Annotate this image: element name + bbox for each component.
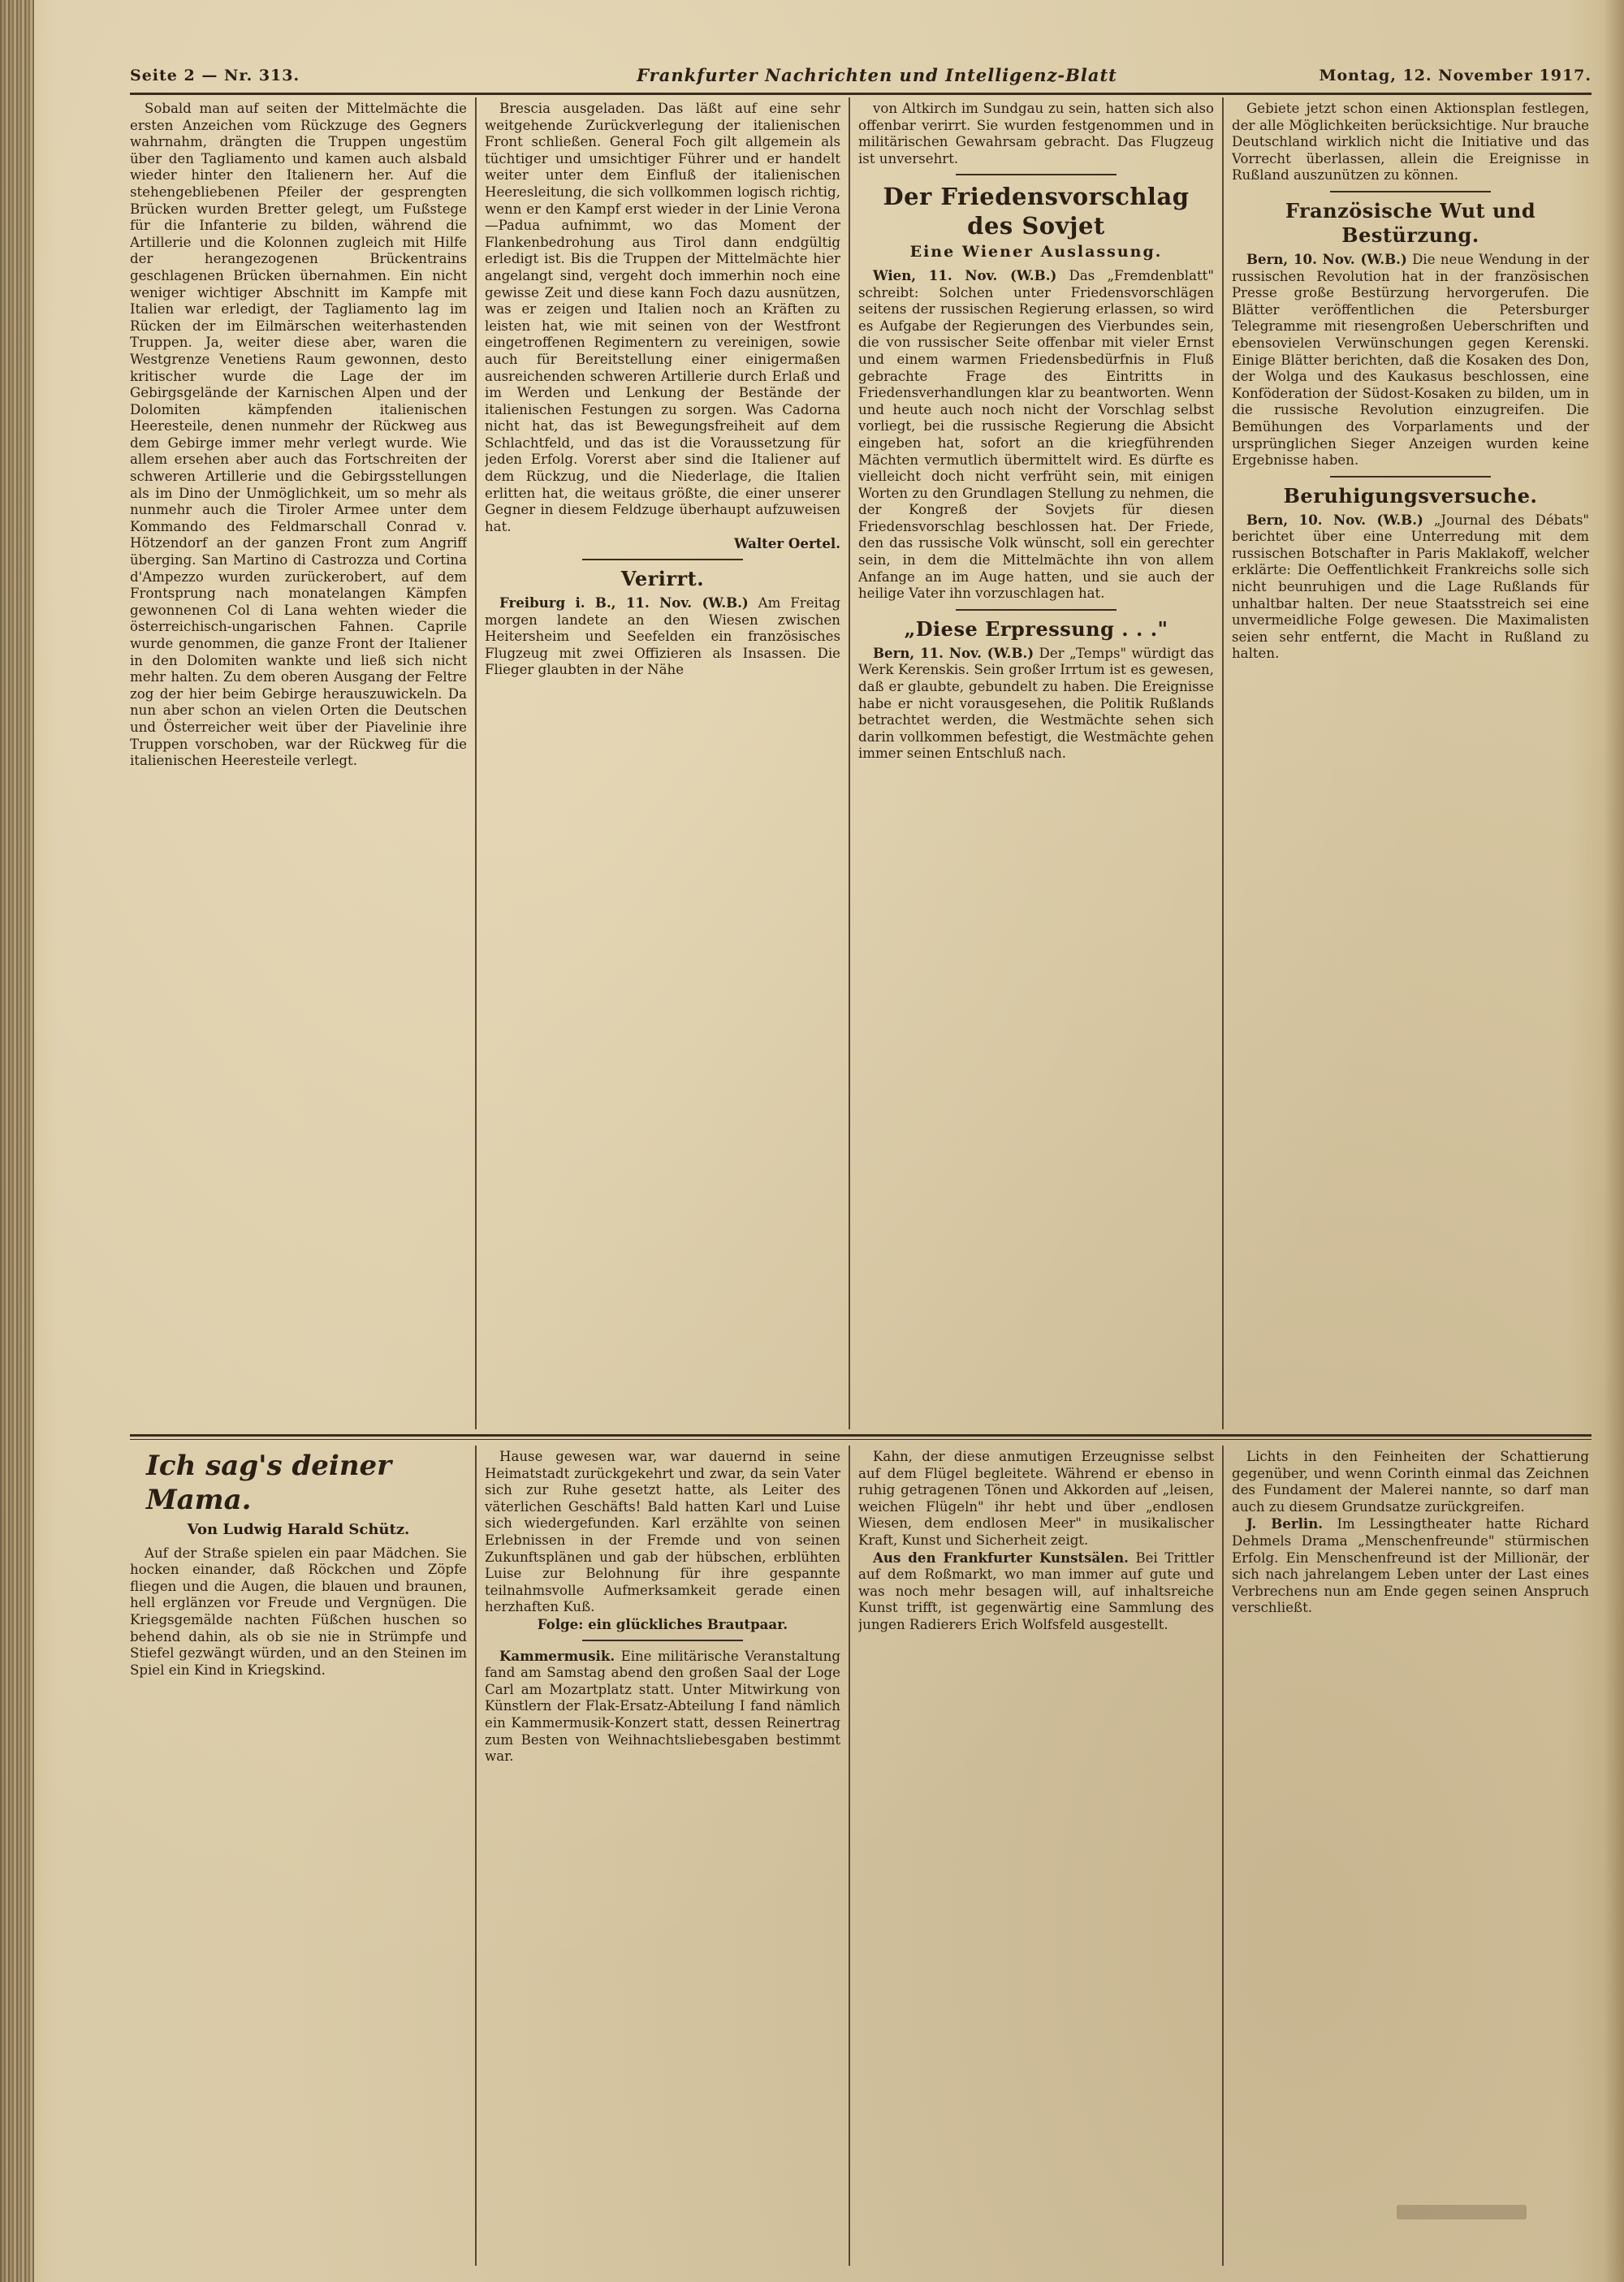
dateline: Freiburg i. B., 11. Nov. (W.B.)	[499, 594, 749, 612]
dateline: Bern, 10. Nov. (W.B.)	[1246, 511, 1423, 528]
dateline: Wien, 11. Nov. (W.B.)	[873, 266, 1057, 283]
article-body	[858, 267, 1214, 603]
feuilleton-rule	[130, 1434, 1592, 1437]
article-text: Der „Temps" würdigt das Werk Kerenskis. Sein großer Irrtum ist es gewesen, daß er glaubte, gebundelt zu haben. Die Ereignisse habe er nicht vorausgesehen, die Politik Rußlands betrachtet werden, die Westmächte sehen sich darin vollkommen befestigt, die Westmächte gehen immer seinen Entschluß nach.	[858, 645, 1214, 762]
article-headline: „Diese Erpressung . . ."	[904, 616, 1168, 641]
article-text: Eine militärische Veranstaltung fand am Samstag abend den großen Saal der Loge Carl am Mozartplatz statt. Unter Mitwirkung von Künstlern der Flak-Ersatz-Abteilung I fand nämlich ein Kammermusik-Konzert statt, dessen Reinertrag zum Besten von Weihnachtsliebesgaben bestimmt war.	[485, 1648, 840, 1765]
page-header	[130, 63, 1592, 91]
feuilleton-column-4	[1232, 1449, 1589, 2261]
article-subheadline: Eine Wiener Auslassung.	[909, 243, 1163, 261]
article-text: Gebiete jetzt schon einen Aktionsplan festlegen, der alle Möglichkeiten berücksichtige. Nur brauche Deutschland wirklich nicht die Initiative und das Vorrecht überlassen, allein die Ereignisse in Rußland auszunützen zu können.	[1232, 101, 1589, 184]
feuilleton-rule	[130, 1439, 1592, 1440]
article-body	[858, 645, 1214, 763]
article-text: Das „Fremdenblatt" schreibt: Solchen unter Friedensvorschlägen seitens der russischen Regierung erlassen, so wird es Aufgabe der Regierungen des Vierbundes sein, die von russischer Seite offenbar mit vieler Ernst und einem warmen Friedensbedürfnis in Fluß gebrachte Frage des Eintritts in Friedensverhandlungen klar zu beantworten. Wenn und heute auch noch nicht der Vorschlag selbst vorliegt, bei die russische Regierung die Absicht eingeben hat, sofort an die kriegführenden Mächten vermutlich übermittelt wird. Es dürfte es vielleicht doch nicht verfrüht sein, mit einigen Worten zu den Grundlagen Stellung zu nehmen, die der Kongreß der Sovjets für diesen Friedensvorschlag beschlossen hat. Der Friede, den das russische Volk wünscht, soll ein gerechter sein, in dem die Mittelmächte ihn von allem Anfange an im Auge hatten, und sie auch der heilige Vater ihn vorzuschlagen hat.	[858, 267, 1214, 602]
feuilleton-text: Kahn, der diese anmutigen Erzeugnisse selbst auf dem Flügel begleitete. Während er ebenso in ruhig getragenen Tönen und Akkorden auf „leisen, weichen Flügeln" ihr hebt und über „endlosen Wiesen, dem endlosen Meer" in musikalischer Kraft, Kunst und Sicherheit zeigt.	[858, 1449, 1214, 1548]
article-body	[1232, 512, 1589, 663]
article-body	[858, 1549, 1214, 1634]
article-column-4	[1232, 101, 1589, 1433]
article-headline: Beruhigungsversuche.	[1283, 483, 1538, 508]
column-divider	[849, 97, 850, 1429]
article-text: Bei Trittler auf dem Roßmarkt, wo man immer auf gute und was noch mehr besagen will, auf inhaltsreiche Kunst trifft, ist gegenwärtig eine Sammlung des jungen Radierers Erich Wolfsfeld ausgestellt.	[858, 1549, 1214, 1632]
article-text: von Altkirch im Sundgau zu sein, hatten sich also offenbar verirrt. Sie wurden festgenommen und in militärischen Gewahrsam gebracht. Das Flugzeug ist unversehrt.	[858, 101, 1214, 166]
article-headline: Kammermusik.	[499, 1647, 615, 1664]
column-divider	[1222, 97, 1224, 1429]
article-body	[485, 1648, 840, 1766]
column-divider	[1222, 1446, 1224, 2266]
article-text: Sobald man auf seiten der Mittelmächte die ersten Anzeichen vom Rückzuge des Gegners wahrnahm, drängten die Truppen ungestüm über den Tagliamento und kamen auch alsbald wieder hinter den Italienern her. Auf die stehengebliebenen Pfeiler der gesprengten Brücken wurden Bretter gelegt, um Fußstege für die Infanterie zu bilden, während die Artillerie und die Kolonnen zugleich mit Hilfe der herangezogenen Brückentrains geschlagenen Brücken übernahmen. Ein nicht weniger wichtiger Abschnitt im Kampfe mit Italien war erledigt, der Tagliamento lag im Rücken der im Eilmärschen weiterhastenden Truppen. Ja, weiter diese aber, waren die Westgrenze Venetiens Raum gewonnen, desto kritischer wurde die Lage der im Gebirgsgelände der Karnischen Alpen und der Dolomiten kämpfenden italienischen Heeresteile, denen nunmehr der Rückweg aus dem Gebirge immer mehr verlegt wurde. Wie allem ersehen aber auch das Fortschreiten der schweren Artillerie und die Gebirgsstellungen als im Dino der Unmöglichkeit, um so mehr als nunmehr auch die Tiroler Armee unter dem Kommando des Feldmarschall Conrad v. Hötzendorf an der ganzen Front zum Angriff überging. San Martino di Castrozza und Cortina d'Ampezzo wurden zurückerobert, auf dem Frontsprung nach monatelangen Kämpfen gewonnenen Col di Lana wehten wieder die österreichisch-ungarischen Fahnen. Caprile wurde genommen, die ganze Front der Italiener in den Dolomiten wankte und ließ sich nicht mehr halten. Zu dem oberen Ausgang der Feltre zog der hier beim Gebirge herauszuwickeln. Da nun aber schon an vielen Orten die Deutschen und Österreicher weit über der Piavelinie ihre Truppen vorschoben, war der Rückweg für die italienischen Heeresteile verlegt.	[130, 101, 467, 769]
feuilleton-column-1	[130, 1449, 467, 2261]
dateline: J. Berlin.	[1246, 1515, 1324, 1532]
article-column-2	[485, 101, 840, 1433]
feuilleton-text: Auf der Straße spielen ein paar Mädchen. Sie hocken einander, daß Röckchen und Zöpfe fliegen und die Augen, die blauen und braunen, hell erglänzen vor Freude und Vergnügen. Die Kriegsgemälde nachten Füßchen huschen so behend dahin, als ob sie nie in Strümpfe und Stiefel gezwängt würden, und an den Steinen im Spiel ein Kind in Kriegskind.	[130, 1545, 467, 1678]
article-body	[1232, 1515, 1589, 1617]
section-divider	[582, 559, 742, 560]
section-divider	[956, 609, 1116, 611]
feuilleton-column-3	[858, 1449, 1214, 2261]
feuilleton-byline: Von Ludwig Harald Schütz.	[187, 1521, 410, 1538]
column-divider	[849, 1446, 850, 2266]
section-divider	[1330, 191, 1491, 192]
library-stamp	[1397, 2205, 1527, 2219]
feuilleton-title: Ich sag's deiner Mama.	[146, 1450, 392, 1516]
column-divider	[475, 97, 477, 1429]
feuilleton-column-2	[485, 1449, 840, 2261]
issue-date: Montag, 12. November 1917.	[1319, 67, 1592, 84]
page-binding-edge	[0, 0, 34, 2282]
section-divider	[956, 174, 1116, 175]
column-divider	[475, 1446, 477, 2266]
article-headline: Aus den Frankfurter Kunstsälen.	[873, 1549, 1129, 1566]
feuilleton-sequel: Folge: ein glückliches Brautpaar.	[537, 1615, 788, 1632]
header-rule	[130, 93, 1592, 95]
article-text: Die neue Wendung in der russischen Revolution hat in der französischen Presse große Bestürzung hervorgerufen. Die Blätter veröffentlichen die Petersburger Telegramme mit riesengroßen Ueberschriften und ebensovielen Verwünschungen gegen Kerenski. Einige Blätter berichten, daß die Kosaken des Don, der Wolga und des Kaukasus beschlossen, eine Konföderation der Südost-Kosaken zu bilden, um in die russische Revolution einzugreifen. Die Bemühungen des Vorparlaments und der ursprünglichen Sieger Anzeigen wurden keine Ergebnisse haben.	[1232, 251, 1589, 469]
author-signature: Walter Oertel.	[733, 535, 840, 552]
dateline: Bern, 10. Nov. (W.B.)	[1246, 250, 1407, 267]
feuilleton-text: Hause gewesen war, war dauernd in seine Heimatstadt zurückgekehrt und zwar, da sein Vater sich zur Ruhe gesetzt hatte, als Leiter des väterlichen Geschäfts! Bald hatten Karl und Luise sich wiedergefunden. Karl erzählte von seinen Erlebnissen in der Fremde und von seinen Zukunftsplänen und gab der hübschen, erblühten Luise zur Belohnung für ihre gespannte teilnahmsvolle Aufmerksamkeit gerade einen herzhaften Kuß.	[485, 1449, 840, 1615]
article-headline: Der Friedensvorschlag des Sovjet	[883, 183, 1190, 240]
article-body	[1232, 251, 1589, 469]
article-column-1	[130, 101, 467, 1433]
page-number: Seite 2 — Nr. 313.	[130, 67, 300, 84]
article-body	[485, 594, 840, 679]
feuilleton-text: Lichts in den Feinheiten der Schattierung gegenüber, und wenn Corinth einmal das Zeichnen des Fundament der Malerei nannte, so darf man auch zu diesem Grundsatze zurückgreifen.	[1232, 1449, 1589, 1515]
article-text: Brescia ausgeladen. Das läßt auf eine sehr weitgehende Zurückverlegung der italienischen Front schließen. General Foch gilt allgemein als tüchtiger und umsichtiger Führer und er handelt weiter unter dem Einfluß der italienischen Heeresleitung, die sich vollkommen logisch richtig, wenn er den Kampf erst wieder in der Linie Verona—Padua aufnimmt, wo das Moment der Flankenbedrohung aus Tirol dann endgültig erledigt ist. Bis die Truppen der Mittelmächte hier angelangt sind, vergeht doch immerhin noch eine gewisse Zeit und diese kann Foch dazu ausnützen, was er zeigen und Italien noch an Kräften zu leisten hat, wie mit seinen von der Westfront eingetroffenen Regimentern zu vereinigen, sowie auch für Bereitstellung einer einigermaßen ausreichenden schweren Artillerie durch Erlaß und im Werden und Lenkung der Bestände der italienischen Festungen zu sorgen. Was Cadorna nicht hat, das ist Bewegungsfreiheit auf dem Schlachtfeld, und das ist die Voraussetzung für jeden Erfolg. Vorerst aber sind die Italiener auf dem Rückzug, und die Niederlage, die Italien erlitten hat, die weitaus größte, die einer unserer Gegner in diesem Feldzuge überhaupt aufzuweisen hat.	[485, 101, 840, 534]
section-divider	[1330, 476, 1491, 478]
article-column-3	[858, 101, 1214, 1433]
article-headline: Französische Wut und Bestürzung.	[1285, 198, 1536, 247]
article-headline: Verirrt.	[620, 567, 705, 591]
masthead-title: Frankfurter Nachrichten und Intelligenz-Blatt	[637, 65, 1117, 85]
article-text: Am Freitag morgen landete an den Wiesen zwischen Heitersheim und Seefelden ein französisches Flugzeug mit zwei Offizieren als Insassen. Die Flieger glaubten in der Nähe	[485, 595, 840, 678]
section-divider	[582, 1640, 742, 1641]
dateline: Bern, 11. Nov. (W.B.)	[873, 644, 1034, 661]
article-text: Im Lessingtheater hatte Richard Dehmels Drama „Menschenfreunde" stürmischen Erfolg. Ein Menschenfreund ist der Millionär, der sich nach jahrelangem Leben unter der Last eines Verbrechens nun am Ende gegen seinen Anspruch verschließt.	[1232, 1516, 1589, 1616]
article-text: „Journal des Débats" berichtet über eine Unterredung mit dem russischen Botschafter in Paris Maklakoff, welcher erklärte: Die Oeffentlichkeit Frankreichs solle sich nicht beunruhigen und die Lage Rußlands für unhaltbar halten. Der neue Staatsstreich sei eine unvermeidliche Folge gewesen. Die Maximalisten seien sehr entfernt, die Macht in Rußland zu halten.	[1232, 512, 1589, 662]
